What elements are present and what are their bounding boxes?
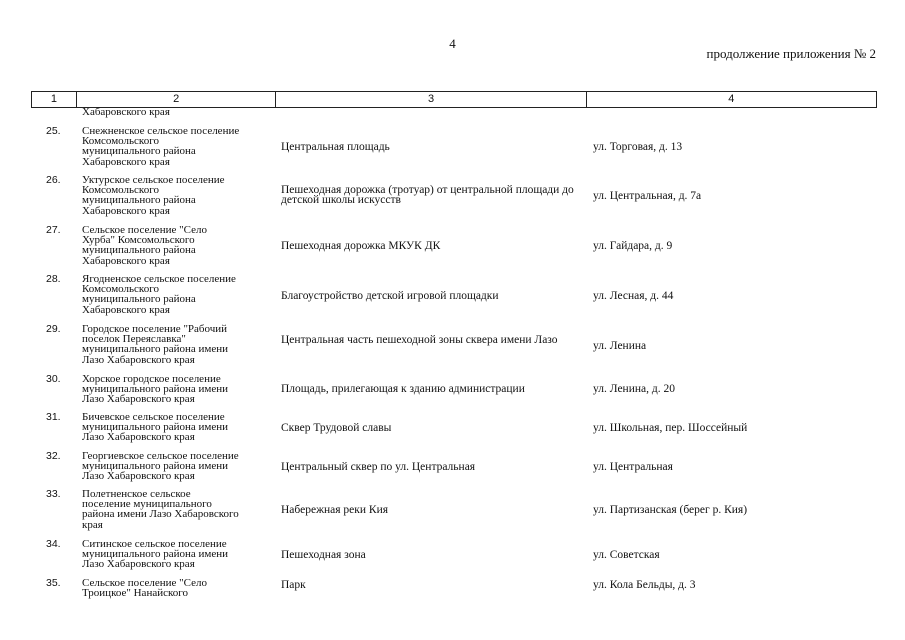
header-col-3: 3 <box>275 92 585 107</box>
row-number: 28. <box>46 273 61 285</box>
row-number: 26. <box>46 174 61 186</box>
object-address: ул. Лесная, д. 44 <box>593 290 674 302</box>
row-number: 30. <box>46 373 61 385</box>
row-number: 33. <box>46 488 61 500</box>
row-number: 31. <box>46 411 61 423</box>
row-number: 35. <box>46 577 61 589</box>
row-number: 25. <box>46 125 61 137</box>
municipality-name: Снежненское сельское поселение Комсомольского муниципального района Хабаровского края <box>82 125 240 168</box>
object-address: ул. Школьная, пер. Шоссейный <box>593 422 748 434</box>
page-number: 4 <box>449 36 456 51</box>
object-name: Благоустройство детской игровой площадки <box>281 290 499 302</box>
object-address: ул. Центральная <box>593 461 673 473</box>
object-name: Сквер Трудовой славы <box>281 422 392 434</box>
municipality-name: Хорское городское поселение муниципального района имени Лазо Хабаровского края <box>82 373 229 406</box>
municipality-name: Городское поселение "Рабочий поселок Переяславка" муниципального района имени Лазо Хабаровского края <box>82 323 229 366</box>
object-name: Пешеходная дорожка МКУК ДК <box>281 240 441 252</box>
carry-over-text: Хабаровского края <box>82 106 170 118</box>
object-name: Пешеходная дорожка (тротуар) от центральной площади до детской школы искусств <box>281 184 574 206</box>
header-col-1: 1 <box>50 93 57 105</box>
object-address: ул. Кола Бельды, д. 3 <box>593 579 696 591</box>
header-col-4: 4 <box>586 92 876 107</box>
object-name: Площадь, прилегающая к зданию администрации <box>281 383 525 395</box>
municipality-name: Уктурское сельское поселение Комсомольского муниципального района Хабаровского края <box>82 174 225 217</box>
municipality-name: Полетненское сельское поселение муниципального района имени Лазо Хабаровского края <box>82 488 239 531</box>
object-address: ул. Ленина <box>593 340 647 352</box>
municipality-name: Ситинское сельское поселение муниципального района имени Лазо Хабаровского края <box>82 538 229 571</box>
row-number: 34. <box>46 538 61 550</box>
object-address: ул. Советская <box>593 549 660 561</box>
object-address: ул. Партизанская (берег р. Кия) <box>593 504 748 516</box>
object-name: Парк <box>281 579 306 591</box>
object-name: Центральная площадь <box>281 141 390 153</box>
object-name: Набережная реки Кия <box>281 504 389 516</box>
row-number: 29. <box>46 323 61 335</box>
object-name: Центральная часть пешеходной зоны сквера имени Лазо <box>281 334 558 346</box>
row-number: 32. <box>46 450 61 462</box>
appendix-table <box>31 91 877 600</box>
row-number: 27. <box>46 224 61 236</box>
appendix-continuation-label: продолжение приложения № 2 <box>706 46 876 61</box>
municipality-name: Георгиевское сельское поселение муниципального района имени Лазо Хабаровского края <box>82 450 239 483</box>
municipality-name: Сельское поселение "Село Хурба" Комсомольского муниципального района Хабаровского края <box>82 224 207 267</box>
municipality-name: Бичевское сельское поселение муниципального района имени Лазо Хабаровского края <box>82 411 229 444</box>
object-address: ул. Центральная, д. 7а <box>593 190 702 202</box>
object-name: Пешеходная зона <box>281 549 366 561</box>
municipality-name: Сельское поселение "Село Троицкое" Нанайского <box>82 577 207 600</box>
object-name: Центральный сквер по ул. Центральная <box>281 461 476 473</box>
object-address: ул. Торговая, д. 13 <box>593 141 683 153</box>
municipality-name: Ягодненское сельское поселение Комсомольского муниципального района Хабаровского края <box>82 273 236 316</box>
object-address: ул. Гайдара, д. 9 <box>593 240 673 252</box>
object-address: ул. Ленина, д. 20 <box>593 383 675 395</box>
header-col-2: 2 <box>76 92 276 107</box>
